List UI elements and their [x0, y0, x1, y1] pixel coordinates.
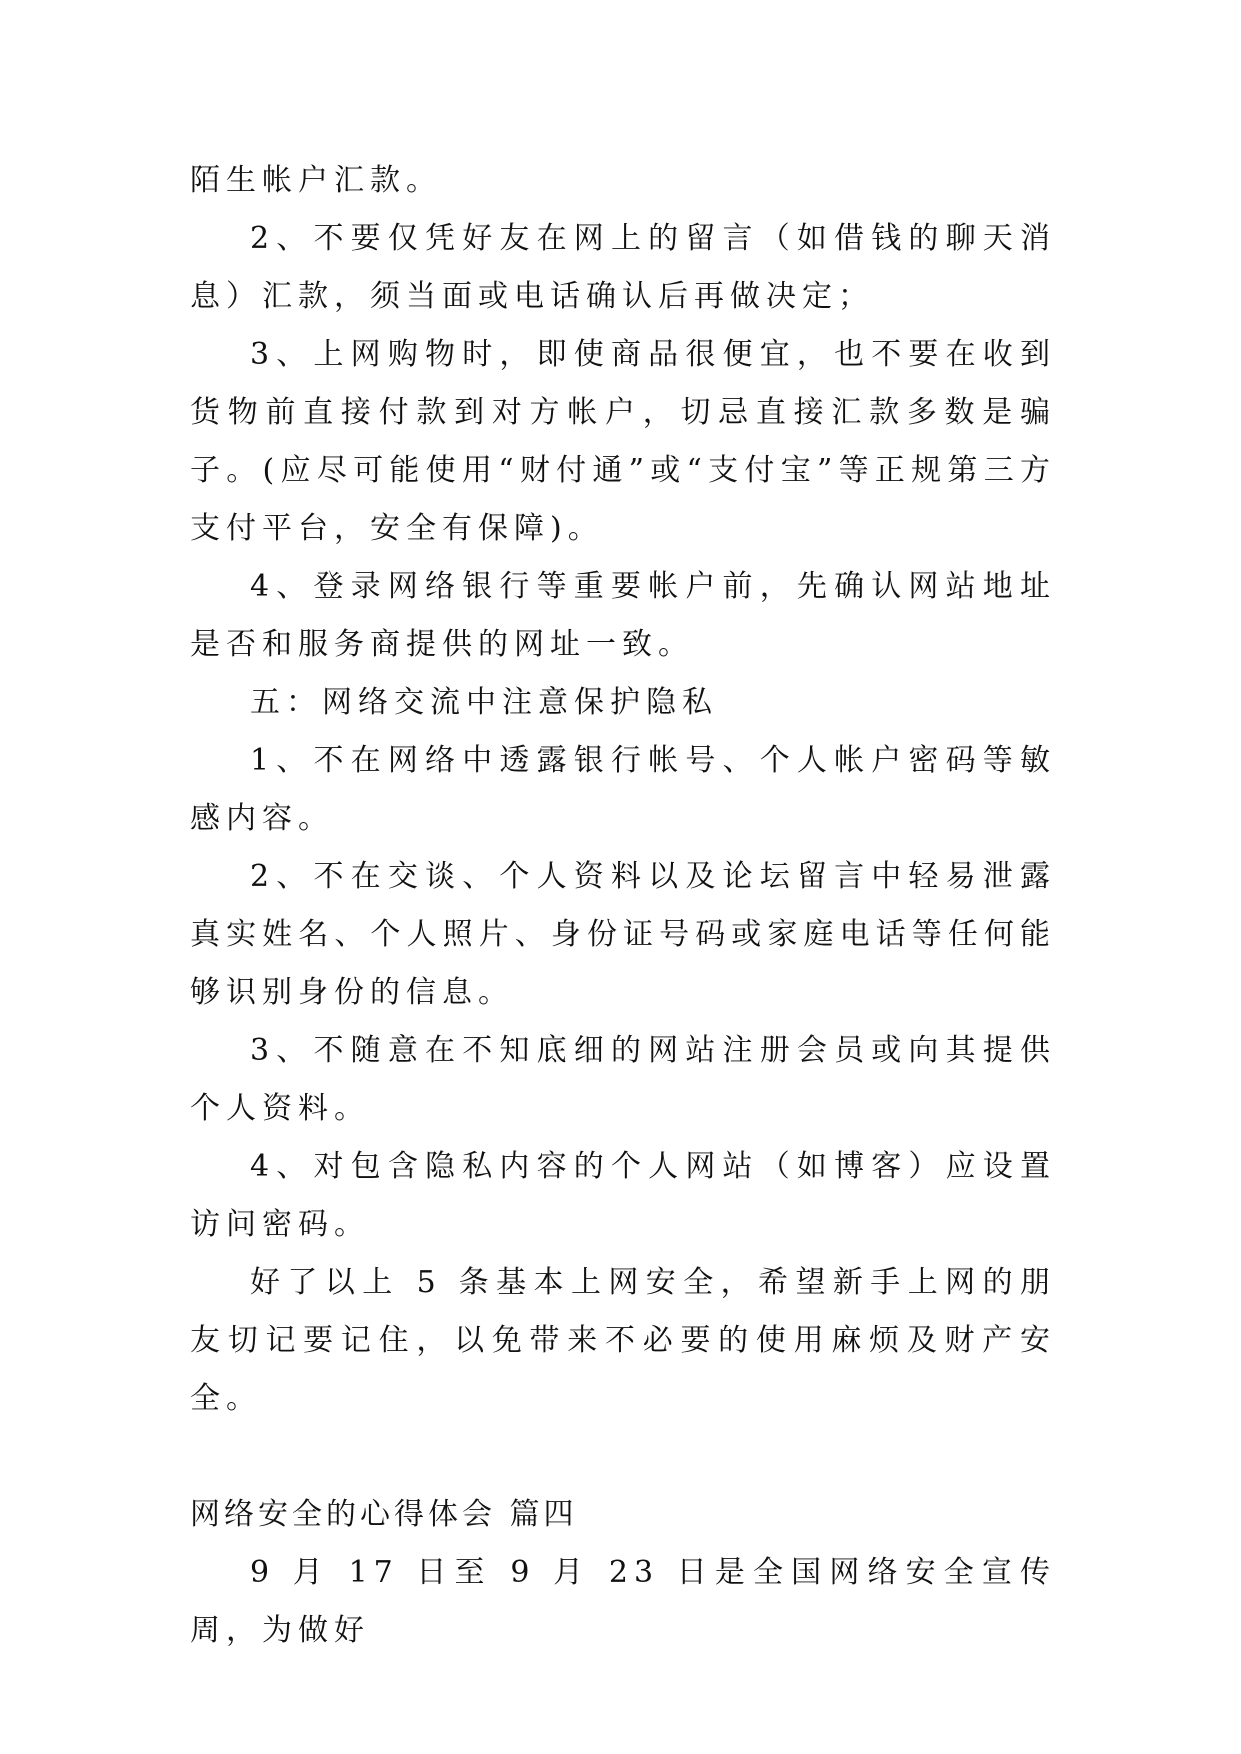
paragraph: 2、不要仅凭好友在网上的留言（如借钱的聊天消息）汇款，须当面或电话确认后再做决定； — [190, 221, 1056, 314]
paragraph: 4、登录网络银行等重要帐户前，先确认网站地址是否和服务商提供的网址一致。 — [190, 569, 1056, 662]
paragraph: 好了以上 5 条基本上网安全，希望新手上网的朋友切记要记住，以免带来不必要的使用麻烦及财产安全。 — [190, 1265, 1056, 1416]
paragraph: 3、不随意在不知底细的网站注册会员或向其提供个人资料。 — [190, 1033, 1056, 1126]
paragraph: 1、不在网络中透露银行帐号、个人帐户密码等敏感内容。 — [190, 743, 1056, 836]
article-title: 网络安全的心得体会 篇四 — [190, 1497, 578, 1532]
paragraph: 陌生帐户汇款。 — [190, 163, 442, 198]
section-heading: 五：网络交流中注意保护隐私 — [250, 685, 718, 720]
document-body — [190, 152, 1056, 1660]
paragraph: 9 月 17 日至 9 月 23 日是全国网络安全宣传周，为做好 — [190, 1555, 1056, 1648]
paragraph: 4、对包含隐私内容的个人网站（如博客）应设置访问密码。 — [190, 1149, 1056, 1242]
paragraph: 2、不在交谈、个人资料以及论坛留言中轻易泄露真实姓名、个人照片、身份证号码或家庭电话等任何能够识别身份的信息。 — [190, 859, 1056, 1010]
paragraph: 3、上网购物时，即使商品很便宜，也不要在收到货物前直接付款到对方帐户，切忌直接汇款多数是骗子。(应尽可能使用“财付通”或“支付宝”等正规第三方支付平台，安全有保障)。 — [190, 337, 1056, 546]
